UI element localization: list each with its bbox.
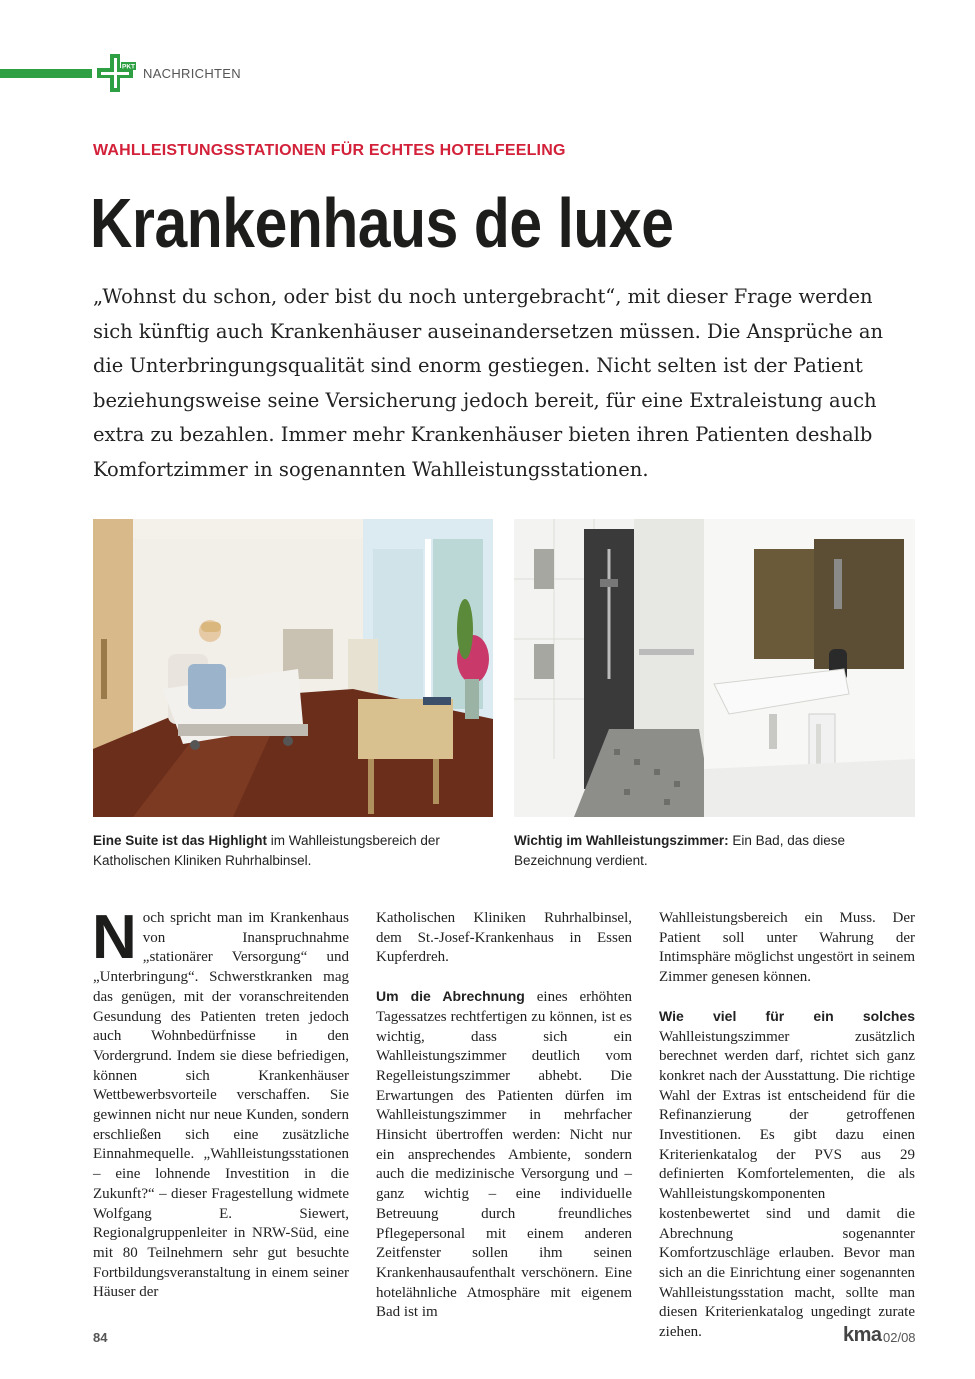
paragraph-lead-in: Um die Abrechnung bbox=[376, 988, 525, 1005]
body-paragraph bbox=[659, 1007, 915, 1343]
photo-bathroom bbox=[514, 519, 915, 817]
article-kicker: WAHLLEISTUNGSSTATIONEN FÜR ECHTES HOTELFEELING bbox=[93, 142, 566, 159]
page-number: 84 bbox=[93, 1330, 108, 1345]
body-text: Wahlleistungszimmer zusätzlich berechnet werden darf, richtet sich ganz konkret nach der Ausstattung. Die richtige Wahl der Extras ist entscheidend für die Refinanzierung der getroffenen Investitionen. Es gibt dazu einen Kriterienkatalog der PVS aus 29 definierten Komfortelementen, die als Wahlleistungskomponenten kostenbewertet sind und damit die Abrechnung sogenannter Komfortzuschläge erlauben. Bevor man sich an die Einrichtung einer sogenannten Wahlleistungsstation macht, sollte man diesen Kriterienkatalog ungedingt zurate ziehen. bbox=[659, 1028, 915, 1341]
body-paragraph bbox=[376, 987, 632, 1323]
drop-cap: N bbox=[92, 903, 137, 972]
body-paragraph bbox=[92, 903, 349, 1303]
article-headline: Krankenhaus de luxe bbox=[90, 184, 674, 262]
body-column-3 bbox=[659, 909, 915, 1343]
body-paragraph: Wahlleistungsbereich ein Muss. Der Patient soll unter Wahrung der Intimsphäre möglichst ungestört in seinem Zimmer genesen können. bbox=[659, 910, 915, 986]
body-column-1 bbox=[92, 903, 349, 1303]
body-paragraph: Katholischen Kliniken Ruhrhalbinsel, dem St.-Josef-Krankenhaus in Essen Kupferdreh. bbox=[376, 910, 632, 966]
issue-number: 02/08 bbox=[883, 1330, 916, 1345]
caption-left bbox=[93, 831, 493, 871]
paragraph-lead-in: Wie viel für ein solches bbox=[659, 1007, 915, 1024]
caption-left-text: im Wahlleistungsbereich der Katholischen Kliniken Ruhrhalbinsel. bbox=[93, 833, 440, 868]
caption-left-bold: Eine Suite ist das Highlight bbox=[93, 833, 268, 848]
cross-logo-icon bbox=[97, 54, 137, 92]
body-column-2 bbox=[376, 909, 632, 1323]
logo-badge-text: PKT bbox=[122, 63, 135, 71]
magazine-brand: kma bbox=[843, 1324, 882, 1346]
body-text: eines erhöhten Tagessatzes rechtfertigen zu können, ist es wichtig, dass sich ein Wahlleistungszimmer deutlich vom Regelleistungszimmer abhebt. Die Erwartungen des Patienten dürfen im Wahlleistungszimmer in mehrfacher Hinsicht übertroffen werden: Nicht nur ein ansprechendes Ambiente, sondern auch die medizinische Versorgung und – ganz wichtig – eine individuelle Betreuung durch freundliches Pflegepersonal mit einem anderen Zeitfenster sollen ihm seinen Krankenhausaufenthalt verschönern. Eine hotelähnliche Atmosphäre mit eigenem Bad ist im bbox=[376, 989, 632, 1321]
body-text: och spricht man im Krankenhaus von Inanspruchnahme „stationärer Versorgung“ und „Unterbringung“. Schwerstkranken mag das genügen, mit der voranschreitenden Gesundung des Patienten treten jedoch auch Wohnbedürfnisse in den Vordergrund. Indem sie diese befriedigen, können sich Krankenhäuser Wettbewerbsvorteile verschaffen. Sie gewinnen nicht nur neue Kunden, sondern erschließen sich eine zusätzliche Einnahmequelle. „Wahlleistungsstationen – eine lohnende Investition in die Zukunft?“ – dieser Fragestellung widmete Wolfgang E. Siewert, Regionalgruppenleiter in NRW-Süd, eine mit 80 Teilnehmern sehr gut besuchte Fortbildungsveranstaltung in einem seiner Häuser der bbox=[93, 910, 349, 1301]
header-accent-bar bbox=[0, 69, 92, 78]
caption-right-bold: Wichtig im Wahlleistungszimmer: bbox=[514, 833, 729, 848]
section-label: NACHRICHTEN bbox=[143, 66, 241, 81]
caption-right bbox=[514, 831, 915, 871]
caption-right-text: Ein Bad, das diese Bezeichnung verdient. bbox=[514, 833, 845, 868]
article-lead: „Wohnst du schon, oder bist du noch untergebracht“, mit dieser Frage werden sich künftig auch Krankenhäuser auseinandersetzen müssen. Die Ansprüche an die Unterbringungsqualität sind enorm gestiegen. Nicht selten ist der Patient beziehungsweise seine Versicherung jedoch bereit, für eine Extraleistung auch extra zu bezahlen. Immer mehr Krankenhäuser bieten ihren Patienten deshalb Komfortzimmer in sogenannten Wahlleistungsstationen. bbox=[93, 285, 884, 481]
photo-hospital-suite bbox=[93, 519, 493, 817]
